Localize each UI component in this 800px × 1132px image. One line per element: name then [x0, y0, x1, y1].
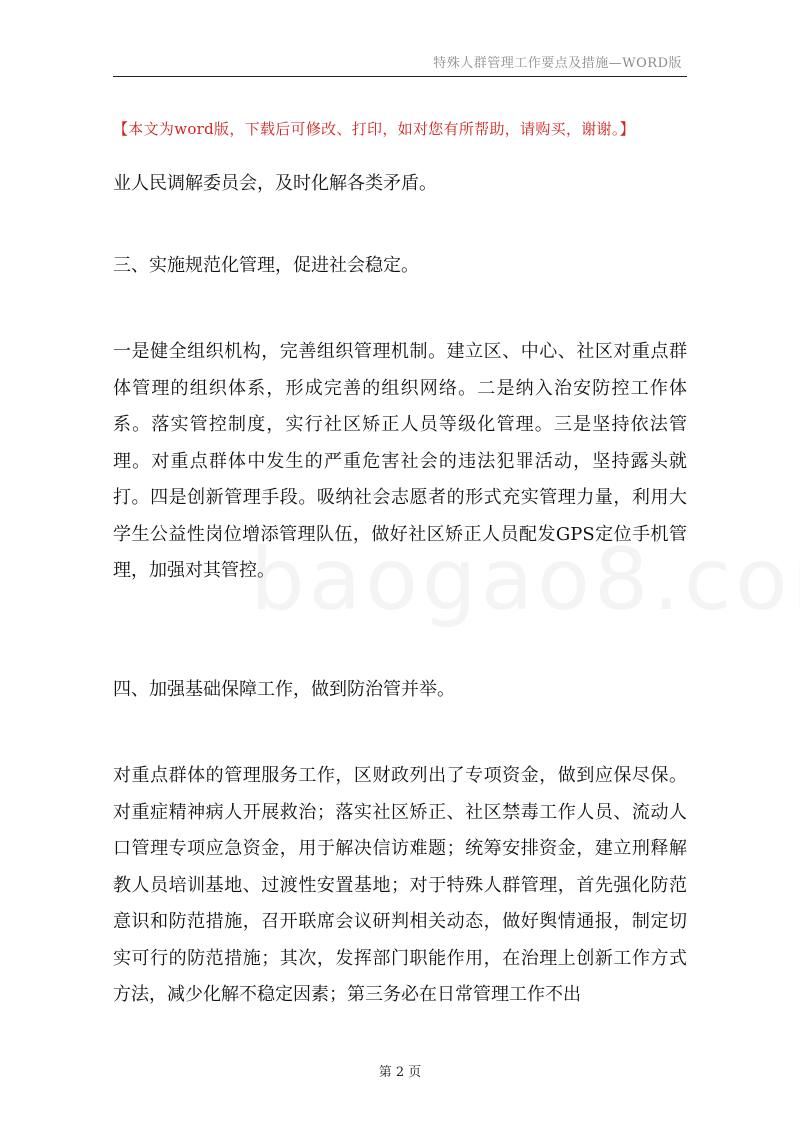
header-divider — [113, 76, 687, 77]
header-title: 特殊人群管理工作要点及措施—WORD版 — [433, 56, 682, 71]
paragraph-section-3: 一是健全组织机构，完善组织管理机制。建立区、中心、社区对重点群体管理的组织体系，形成完善的组织网络。二是纳入治安防控工作体系。落实管控制度，实行社区矫正人员等级化管理。三是坚持依法管理。对重点群体中发生的严重危害社会的违法犯罪活动，坚持露头就打。四是创新管理手段。吸纳社会志愿者的形式充实管理力量，利用大学生公益性岗位增添管理队伍，做好社区矫正人员配发GPS定位手机管理，加强对其管控。 — [113, 341, 687, 581]
page-number: 第 2 页 — [378, 1065, 422, 1080]
paragraph-continuation: 业人民调解委员会，及时化解各类矛盾。 — [113, 173, 437, 194]
paragraph-section-4: 对重点群体的管理服务工作，区财政列出了专项资金，做到应保尽保。对重症精神病人开展救治；落实社区矫正、社区禁毒工作人员、流动人口管理专项应急资金，用于解决信访难题；统筹安排资金，建立刑释解教人员培训基地、过渡性安置基地；对于特殊人群管理，首先强化防范意识和防范措施，召开联席会议研判相关动态，做好舆情通报，制定切实可行的防范措施；其次，发挥部门职能作用，在治理上创新工作方式方法，减少化解不稳定因素；第三务必在日常管理工作不出 — [113, 765, 687, 1005]
section-heading-4: 四、加强基础保障工作，做到防治管并举。 — [113, 679, 455, 700]
purchase-notice: 【本文为word版，下载后可修改、打印，如对您有所帮助，请购买，谢谢。】 — [113, 120, 635, 138]
section-heading-3: 三、实施规范化管理，促进社会稳定。 — [113, 255, 419, 276]
